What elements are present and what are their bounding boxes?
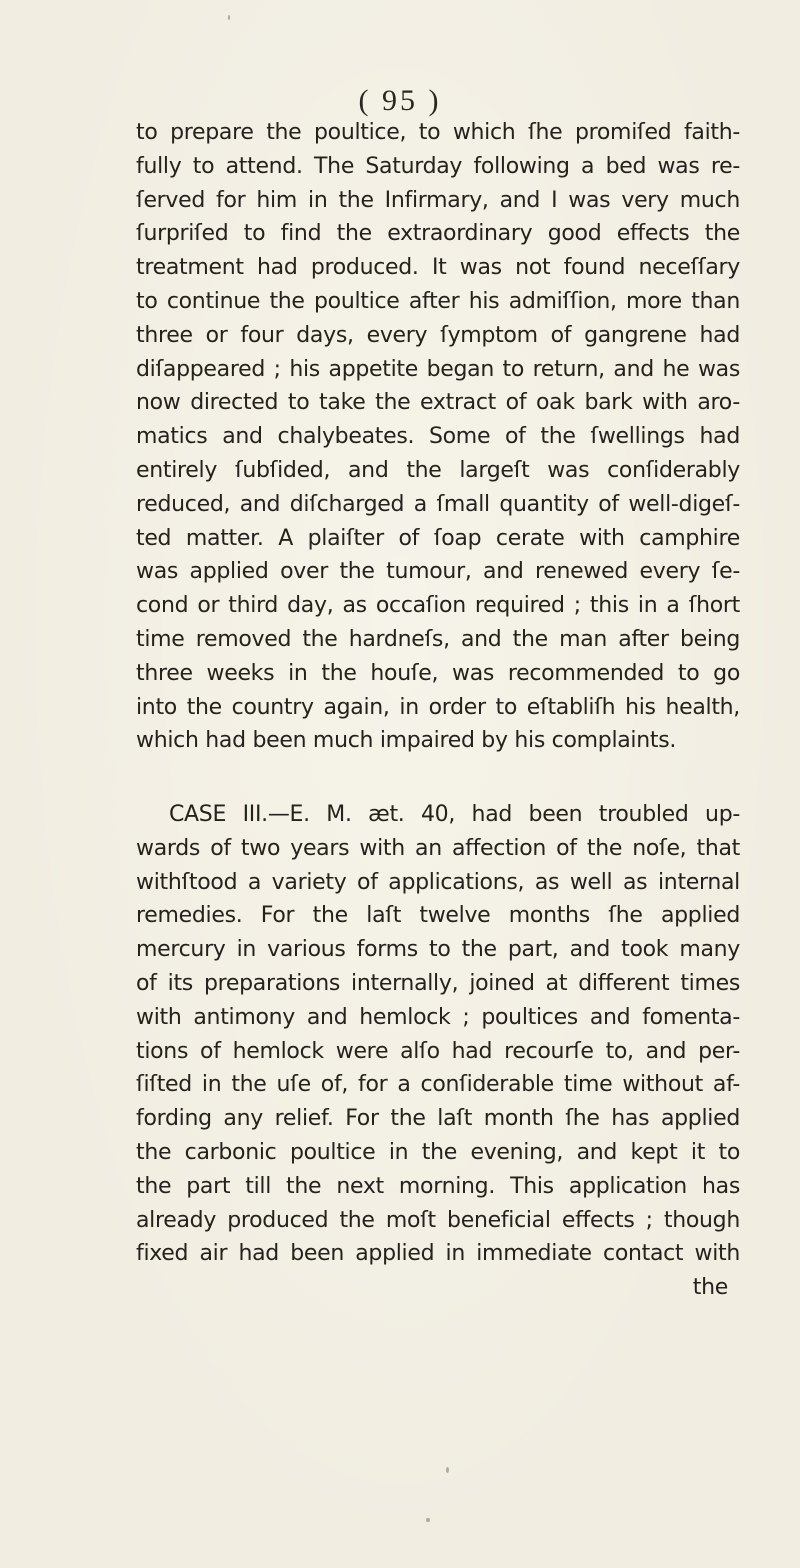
text-line: the carbonic poultice in the evening, and kept it to bbox=[136, 1139, 740, 1165]
text-line: reduced, and diſcharged a ſmall quantity of well-digeſ- bbox=[136, 491, 740, 517]
catchword: the bbox=[692, 1275, 728, 1301]
text-line: ſerved for him in the Infirmary, and I was very much bbox=[136, 187, 740, 213]
text-line: entirely ſubſided, and the largeſt was conſiderably bbox=[136, 457, 740, 483]
text-line: to prepare the poultice, to which ſhe promiſed faith- bbox=[136, 120, 740, 145]
text-line: time removed the hardneſs, and the man after being bbox=[136, 626, 740, 652]
text-line: withſtood a variety of applications, as well as internal bbox=[136, 869, 740, 895]
text-line: treatment had produced. It was not found neceſſary bbox=[136, 255, 740, 281]
text-line: ted matter. A plaiſter of ſoap cerate with camphire bbox=[136, 525, 740, 551]
text-line: the part till the next morning. This application has bbox=[136, 1173, 740, 1199]
text-line: wards of two years with an affection of the noſe, that bbox=[136, 835, 740, 861]
paper-speck bbox=[446, 1467, 449, 1473]
text-line: ſurpriſed to find the extraordinary good effects the bbox=[136, 221, 740, 247]
paper-speck bbox=[228, 15, 230, 20]
paragraph-case-iii bbox=[136, 798, 740, 1305]
text-line: three weeks in the houſe, was recommended to go bbox=[136, 660, 740, 686]
text-line: which had been much impaired by his complaints. bbox=[136, 728, 677, 754]
text-line: to continue the poultice after his admiſſion, more than bbox=[136, 288, 740, 314]
text-line: fixed air had been applied in immediate contact with bbox=[136, 1241, 740, 1267]
text-line: diſappeared ; his appetite began to return, and he was bbox=[136, 356, 740, 382]
text-line: of its preparations internally, joined at different times bbox=[136, 970, 740, 996]
case-heading-line: CASE III.—E. M. æt. 40, had been troubled up- bbox=[169, 802, 740, 827]
text-line: remedies. For the laſt twelve months ſhe applied bbox=[136, 903, 740, 929]
text-line: fording any relief. For the laſt month ſhe has applied bbox=[136, 1106, 740, 1132]
text-line: was applied over the tumour, and renewed every ſe- bbox=[136, 559, 740, 585]
text-line: with antimony and hemlock ; poultices and fomenta- bbox=[136, 1004, 740, 1030]
text-line: already produced the moſt beneficial effects ; though bbox=[136, 1207, 740, 1233]
page-number: ( 95 ) bbox=[358, 84, 442, 117]
text-line: now directed to take the extract of oak bark with aro- bbox=[136, 390, 740, 416]
text-line: into the country again, in order to eſtabliſh his health, bbox=[136, 694, 740, 720]
paragraph-continuation bbox=[136, 116, 740, 758]
text-line: fully to attend. The Saturday following a bed was re- bbox=[136, 153, 740, 179]
text-line: three or four days, every ſymptom of gangrene had bbox=[136, 322, 740, 348]
text-line: tions of hemlock were alſo had recourſe to, and per- bbox=[136, 1038, 740, 1064]
paper-speck bbox=[426, 1518, 430, 1522]
text-line: matics and chalybeates. Some of the ſwellings had bbox=[136, 424, 740, 450]
text-line: mercury in various forms to the part, and took many bbox=[136, 937, 740, 963]
text-line: cond or third day, as occaſion required ; this in a ſhort bbox=[136, 593, 740, 619]
text-line: ſiſted in the uſe of, for a conſiderable time without af- bbox=[136, 1072, 740, 1098]
